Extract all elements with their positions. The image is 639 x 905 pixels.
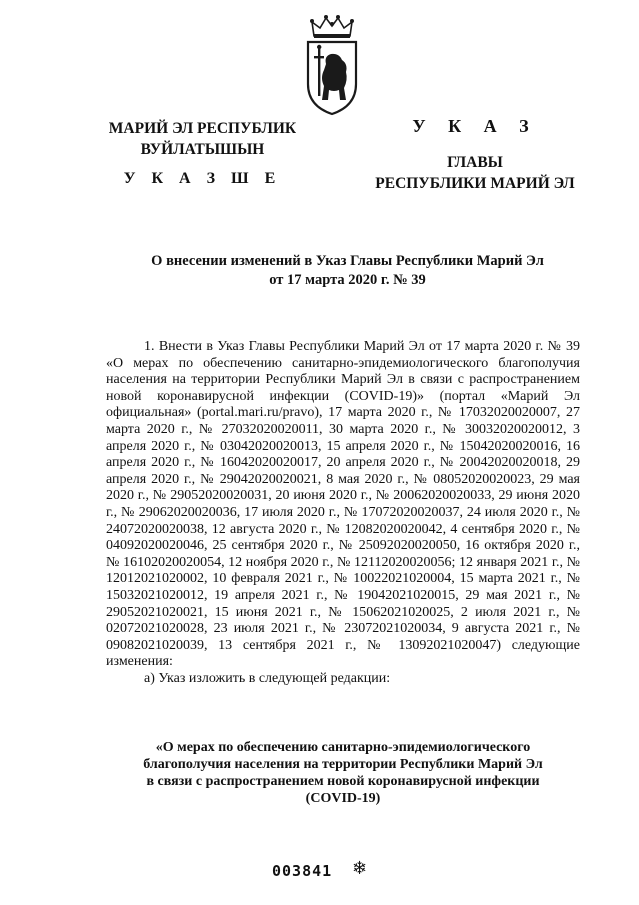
paragraph-1: 1. Внести в Указ Главы Республики Марий Эл от 17 марта 2020 г. № 39 «О мерах по обеспечению санитарно-эпидемиологического благополучия населения на территории Республики Марий Эл в связи с распространением новой коронавирусной инфекции (COVID-19)» (портал «Марий Эл официальная» (portal.mari.ru/pravo), 17 марта 2020 г., № 17032020020007, 27 марта 2020 г., № 27032020020011, 30 марта 2020 г., № 30032020020012, 3 апреля 2020 г., № 03042020020013, 15 апреля 2020 г., № 15042020020016, 16 апреля 2020 г., № 16042020020017, 20 апреля 2020 г., № 20042020020018, 29 апреля 2020 г., № 29042020020021, 8 мая 2020 г., № 08052020020023, 29 мая 2020 г., № 29052020020031, 20 июня 2020 г., № 20062020020033, 29 июня 2020 г., № 29062020020036, 17 июля 2020 г., № 17072020020037, 24 июля 2020 г., № 24072020020038, 12 августа 2020 г., № 12082020020042, 4 сентября 2020 г., № 04092020020046, 25 сентября 2020 г., № 25092020020050, 16 октября 2020 г., № 16102020020054, 12 ноября 2020 г., № 12112020020056; 12 января 2021 г., № 12012021020002, 10 февраля 2021 г., № 10022021020004, 15 марта 2021 г., № 15032021020012, 19 апреля 2021 г., № 19042021020015, 29 мая 2021 г., № 29052021020021, 15 июня 2021 г., № 15062021020025, 2 июля 2021 г., № 02072021020028, 23 июля 2021 г., № 23072021020034, 9 августа 2021 г., № 09082021020039, 13 сентября 2021 г., № 13092021020047) следующие изменения: [106,339,580,670]
snowflake-mark-icon: ❄ [352,858,368,878]
document-body [106,339,580,687]
document-title [95,252,600,290]
sub-item-a: а) Указ изложить в следующей редакции: [144,670,391,686]
quote-line4: (COVID-19) [305,791,381,806]
header-right-line1: ГЛАВЫ [447,154,503,171]
header-left-title [100,118,305,160]
title-line1: О внесении изменений в Указ Главы Республики Марий Эл [151,253,544,269]
decree-new-title [106,739,580,807]
quote-line1: «О мерах по обеспечению санитарно-эпидемиологического [155,740,531,755]
serial-number: 003841 [272,862,333,880]
header-left-ukazshe: У К А З Ш Е [123,170,282,187]
quote-line3: в связи с распространением новой коронавирусной инфекции [146,774,540,789]
header-right-ukaz: У К А З [412,116,538,136]
coat-of-arms-icon [304,14,360,116]
header-left-line2: ВУЙЛАТЫШЫН [140,141,265,158]
quote-line2: благополучия населения на территории Республики Марий Эл [143,757,543,772]
header-right-line2: РЕСПУБЛИКИ МАРИЙ ЭЛ [375,175,575,192]
header-right-title [360,152,590,194]
header-left-line1: МАРИЙ ЭЛ РЕСПУБЛИК [108,120,297,137]
title-line2: от 17 марта 2020 г. № 39 [269,272,426,288]
